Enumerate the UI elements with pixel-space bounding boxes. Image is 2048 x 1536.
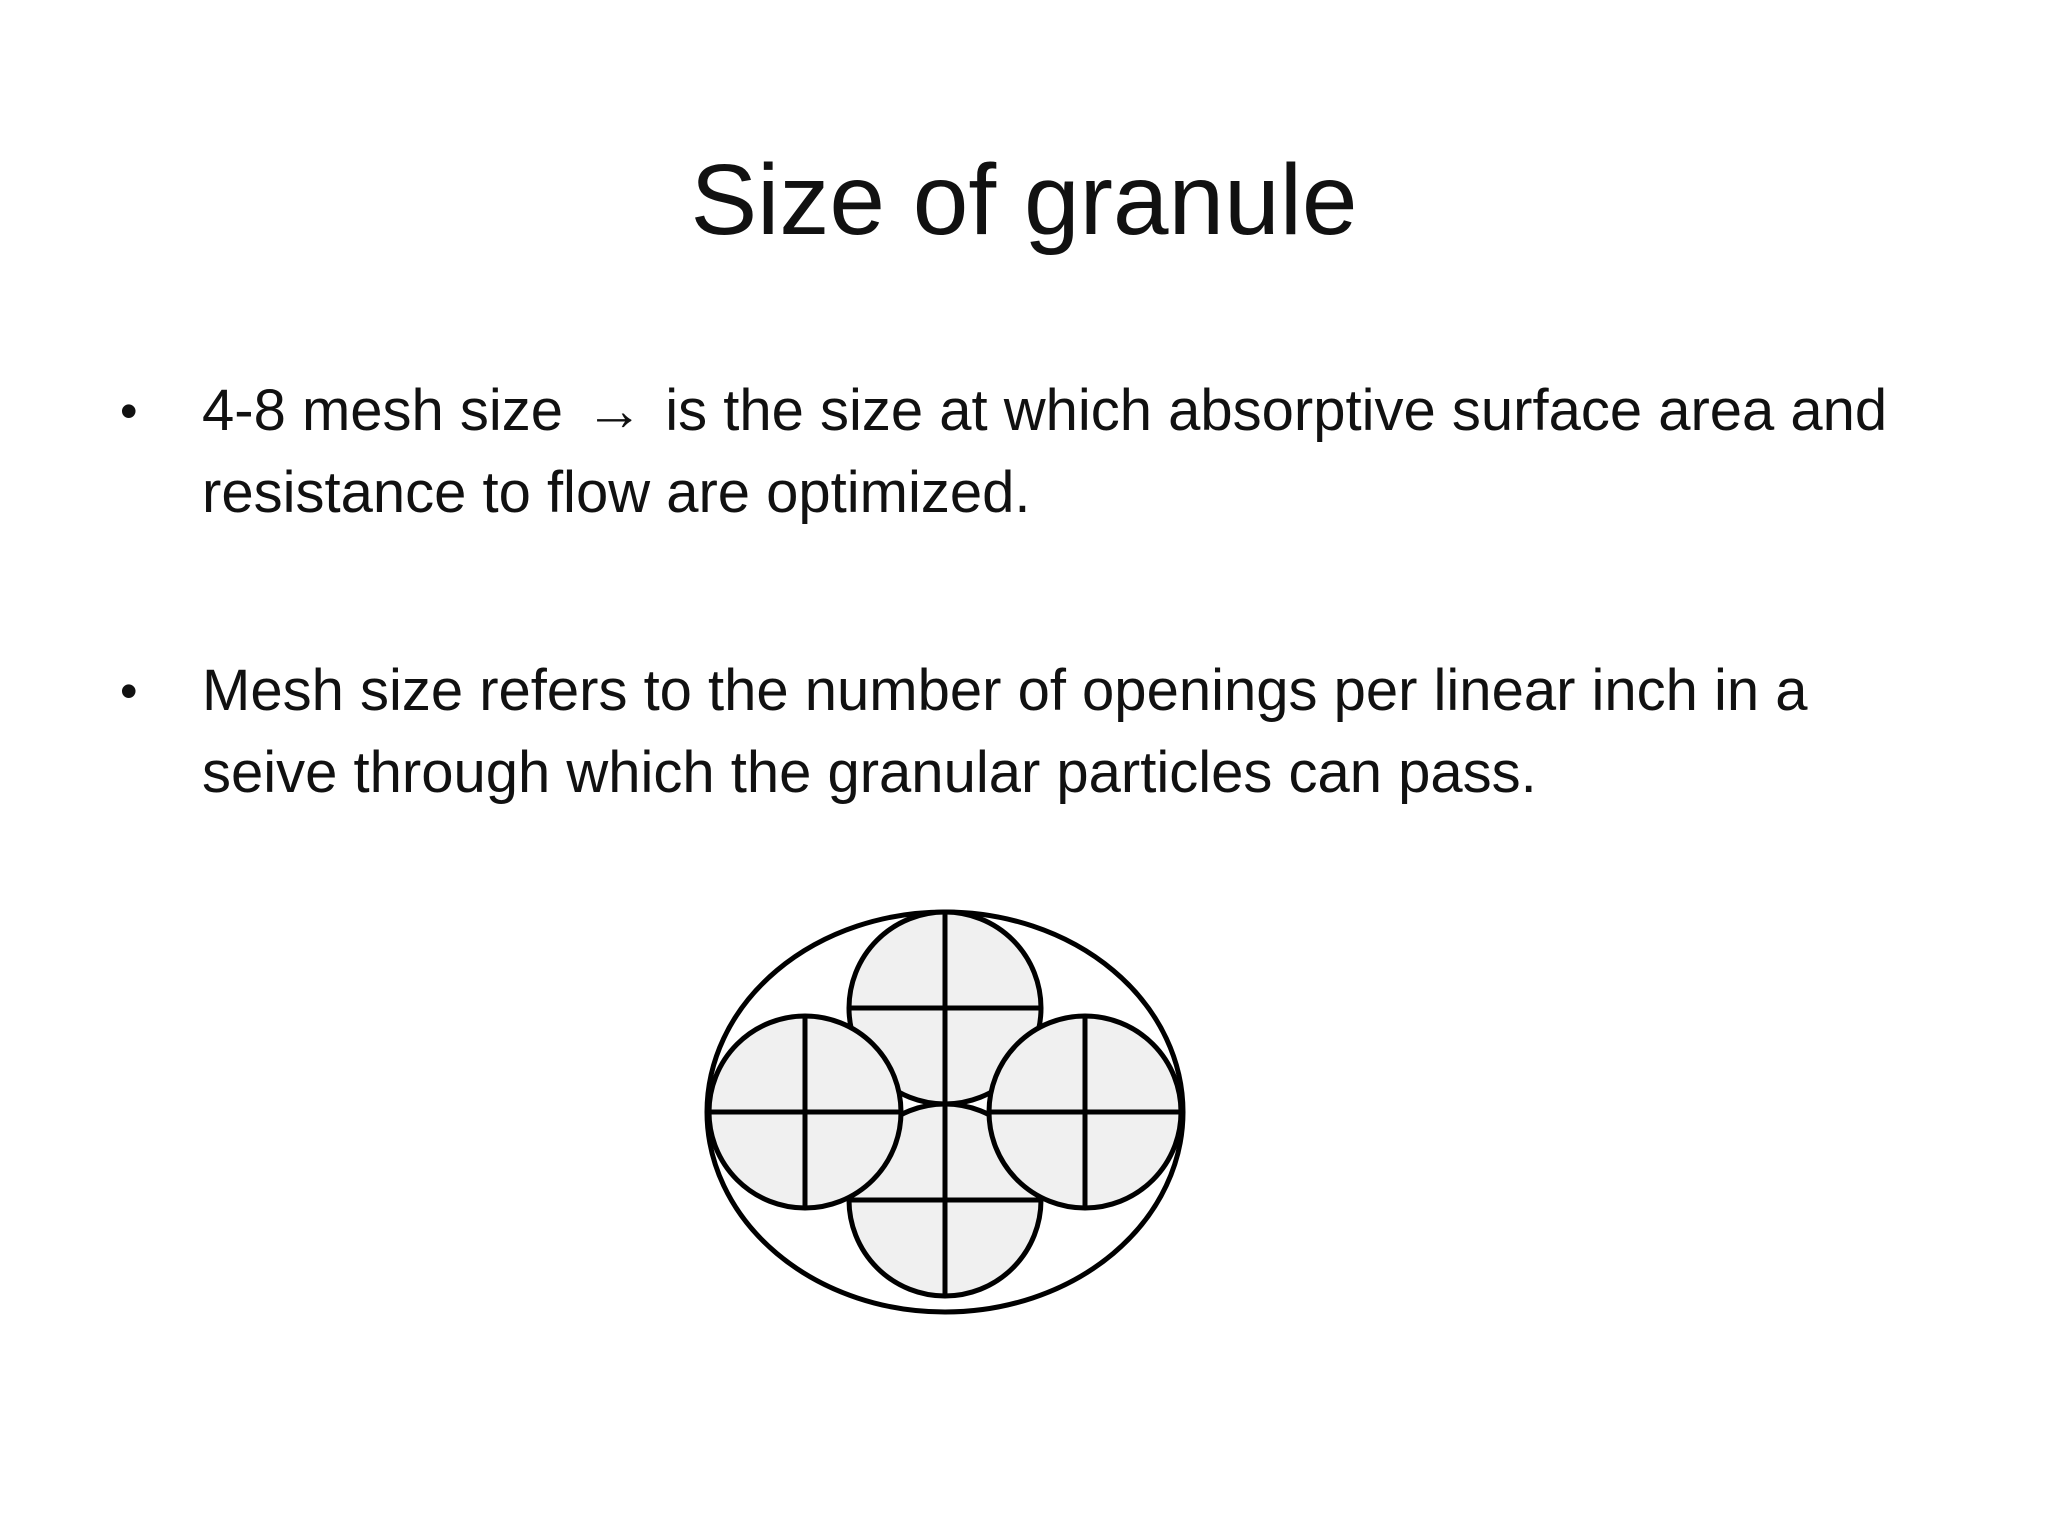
bullet-item-mesh-definition [120,650,1920,814]
bullet-text: Mesh size refers to the number of openings per linear inch in a seive through which the granular particles can pass. [202,658,1808,805]
bullet-icon: • [120,663,138,719]
slide-title: Size of granule [690,144,1358,256]
granule-circle-right [989,1016,1181,1208]
sieve-granules-diagram [700,900,1190,1320]
bullet-list [120,370,1920,930]
bullet-text-suffix: is the size at which absorptive surface area and resistance to flow are optimized. [202,378,1888,525]
bullet-text-prefix: 4-8 mesh size [202,378,564,443]
bullet-icon: • [120,383,138,439]
bullet-item-mesh-size [120,370,1920,534]
granule-circle-left [709,1016,901,1208]
right-arrow-icon: → [585,378,644,443]
